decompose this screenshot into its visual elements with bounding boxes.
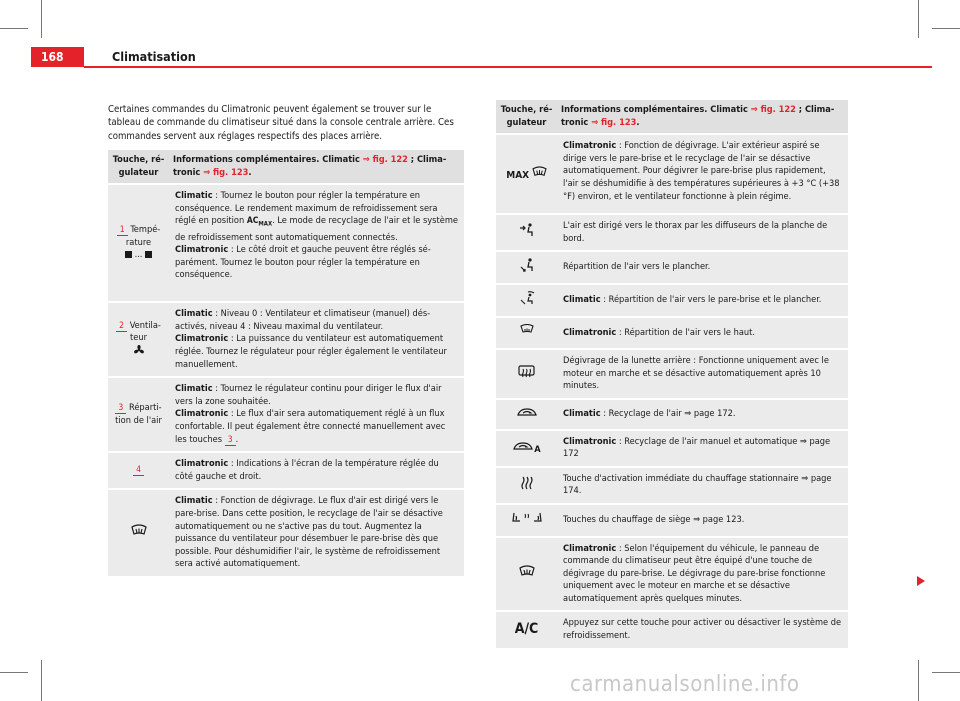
info-windshield-defrost: Climatronic : Selon l'équipement du véhicule, le panneau de commande du climatiseur peut être équipé d'une touche de dégivrage du pare-brise. Le dégivrage du pare-brise fonctionne uniquement avec le moteur en marche et se désactive automatiquement après quelques minutes. — [557, 537, 848, 612]
air-to-floor-icon — [519, 258, 535, 272]
table-row — [496, 214, 848, 251]
table-row — [108, 452, 464, 489]
key-windshield-floor — [496, 284, 557, 317]
table-row — [496, 134, 848, 214]
key-fan — [108, 302, 169, 377]
windshield-defrost-icon — [131, 524, 147, 537]
key-temperature: 1 Température ... — [108, 184, 169, 302]
key-windshield-defrost — [496, 537, 557, 612]
key-label: Répartition de l'air — [115, 402, 162, 426]
key-parking-heater — [496, 467, 557, 504]
table-row — [108, 377, 464, 452]
table-row — [108, 302, 464, 377]
callout-number: 2 — [116, 321, 127, 332]
info-ac: Appuyez sur cette touche pour activer ou désactiver le système de refroidissement. — [557, 611, 848, 648]
fig-123-link[interactable]: ⇒ fig. 123 — [203, 166, 249, 178]
continue-arrow-icon — [917, 576, 925, 586]
crop-mark — [0, 28, 28, 29]
fan-icon — [134, 345, 144, 355]
info-seat-heating: Touches du chauffage de siège ⇒ page 123. — [557, 504, 848, 537]
info-max-defrost: Climatronic : Fonction de dégivrage. L'air extérieur aspiré se dirige vers le pare-brise et le recyclage de l'air se désactive automatiquement. Pour dégivrer le pare-brise plus rapidement, l'air se déshumidifie à des températures supérieures à +3 °C (+38 °F) environ, et le ventilateur fonctionne à plein régime. — [557, 134, 848, 214]
column-header-key: Touche, régulateur — [108, 150, 169, 184]
info-windshield-floor: Climatic : Répartition de l'air vers le pare-brise et le plancher. — [557, 284, 848, 317]
info-air-up: Climatronic : Répartition de l'air vers le haut. — [557, 317, 848, 350]
info-defrost: Climatic : Fonction de dégivrage. Le flux d'air est dirigé vers le pare-brise. Dans cette position, le recyclage de l'air se désactive automatiquement ou ne s'active pas du tout. Augmentez la puissance du ventilateur pour désembuer le pare-brise dès que possible. Pour déshumidifier l'air, le système de refroidissement sera activé automatiquement. — [169, 489, 464, 577]
crop-mark — [932, 672, 960, 673]
table-row — [496, 504, 848, 537]
crop-mark — [0, 672, 28, 673]
key-recirculation-auto — [496, 430, 557, 467]
key-air-distribution — [108, 377, 169, 452]
callout-number: 1 — [117, 225, 128, 236]
controls-table-left — [108, 150, 464, 578]
header-rule — [84, 66, 932, 68]
callout-number: 4 — [133, 465, 144, 476]
table-row — [496, 467, 848, 504]
rear-window-defrost-icon — [518, 365, 535, 379]
crop-mark — [918, 660, 919, 701]
square-icon — [125, 251, 132, 258]
info-parking-heater: Touche d'activation immédiate du chauffage stationnaire ⇒ page 174. — [557, 467, 848, 504]
air-upward-icon — [519, 324, 535, 338]
key-max-defrost — [496, 134, 557, 214]
info-air-distribution: Climatic : Tournez le régulateur continu pour diriger le flux d'air vers la zone souhaitée. Climatronic : Le flux d'air sera automatiquement réglé à un flux confortable. Il peut également être connecté manuellement avec les touches 3 . — [169, 377, 464, 452]
key-label: Ventilateur — [129, 319, 161, 344]
column-header-key: Touche, régulateur — [496, 100, 557, 134]
key-recirculation — [496, 399, 557, 430]
key-rear-defrost — [496, 349, 557, 399]
table-header-row — [496, 100, 848, 134]
key-ac — [496, 611, 557, 648]
parking-heater-icon — [520, 476, 534, 490]
max-label: MAX — [506, 169, 530, 181]
windshield-defrost-icon — [519, 565, 535, 578]
intro-paragraph: Certaines commandes du Climatronic peuvent également se trouver sur le tableau de commande du climatiseur situé dans la console centrale arrière. Ces commandes servent aux réglages respectifs des places arrière. — [108, 104, 454, 142]
page-title: Climatisation — [112, 49, 196, 64]
table-row — [496, 251, 848, 284]
table-row — [496, 537, 848, 612]
square-icon — [145, 251, 152, 258]
info-rear-defrost: Dégivrage de la lunette arrière : Fonctionne uniquement avec le moteur en marche et se désactive automatiquement après 10 minutes. — [557, 349, 848, 399]
key-air-floor — [496, 251, 557, 284]
crop-mark — [932, 28, 960, 29]
info-air-chest: L'air est dirigé vers le thorax par les diffuseurs de la planche de bord. — [557, 214, 848, 251]
column-header-info: Informations complémentaires. Climatic ⇒ fig. 122 ; Climatronic ⇒ fig. 123. — [169, 150, 464, 184]
ac-label: A/C — [514, 620, 539, 637]
info-fan: Climatic : Niveau 0 : Ventilateur et climatiseur (manuel) désactivés, niveau 4 : Niveau maximal du ventilateur. Climatronic : La puissance du ventilateur est automatiquement réglée. Tournez le régulateur pour régler également le ventilateur manuellement. — [169, 302, 464, 377]
fig-123-link[interactable]: ⇒ fig. 123 — [591, 116, 637, 128]
table-header-row — [108, 150, 464, 184]
table-row — [108, 489, 464, 577]
callout-number: 3 — [115, 403, 126, 414]
watermark: carmanualsonline.info — [570, 672, 800, 697]
info-recirculation: Climatic : Recyclage de l'air ⇒ page 172. — [557, 399, 848, 430]
crop-mark — [918, 0, 919, 38]
air-to-chest-icon — [519, 223, 535, 237]
column-header-info: Informations complémentaires. Climatic ⇒ fig. 122 ; Climatronic ⇒ fig. 123. — [557, 100, 848, 134]
key-display — [108, 452, 169, 489]
crop-mark — [41, 660, 42, 701]
windshield-and-floor-icon — [519, 291, 535, 305]
info-temperature: Climatic : Tournez le bouton pour régler la température en conséquence. Le rendement maximum de refroidissement sera réglé en position $AC_{MAX}$. Le mode de recyclage de l'air et le système de refroidissement sont automatiquement connectés. Climatronic : Le côté droit et gauche peuvent être réglés séparément. Tournez le bouton pour régler la température en conséquence. — [169, 184, 464, 302]
table-row — [496, 611, 848, 648]
key-defrost — [108, 489, 169, 577]
key-air-up — [496, 317, 557, 350]
info-display: Climatronic : Indications à l'écran de la température réglée du côté gauche et droit. — [169, 452, 464, 489]
key-seat-heating — [496, 504, 557, 537]
fig-122-link[interactable]: ⇒ fig. 122 — [362, 154, 408, 165]
table-row — [496, 349, 848, 399]
callout-ref: 3 — [225, 435, 236, 446]
table-row — [496, 399, 848, 430]
table-row — [108, 184, 464, 302]
seat-heating-icon — [511, 511, 543, 525]
ac-max-symbol: $AC_{MAX}$ — [246, 216, 273, 229]
table-row — [496, 317, 848, 350]
controls-table-right — [496, 100, 848, 650]
auto-a-label: A — [534, 443, 541, 455]
fig-122-link[interactable]: ⇒ fig. 122 — [750, 104, 796, 115]
info-recirculation-auto: Climatronic : Recyclage de l'air manuel et automatique ⇒ page 172 — [557, 430, 848, 467]
table-row — [496, 284, 848, 317]
windshield-defrost-icon — [532, 166, 547, 178]
key-air-chest — [496, 214, 557, 251]
recirculation-auto-icon — [512, 440, 534, 452]
table-row — [496, 430, 848, 467]
key-label: Température — [125, 224, 161, 248]
recirculation-icon — [516, 406, 538, 418]
page-number: 168 — [31, 47, 84, 67]
crop-mark — [41, 0, 42, 38]
info-air-floor: Répartition de l'air vers le plancher. — [557, 251, 848, 284]
